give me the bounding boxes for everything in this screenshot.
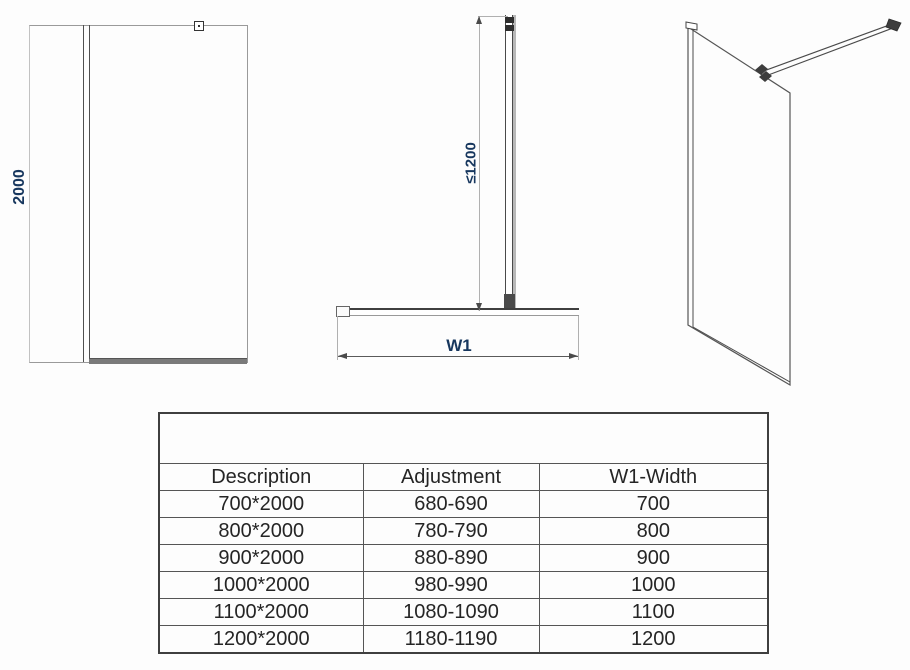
table-cell: 980-990 xyxy=(363,572,539,599)
w1-witness-line-right xyxy=(578,316,579,360)
support-bar-plan xyxy=(505,15,513,311)
support-bar-shade xyxy=(513,15,516,311)
table-row xyxy=(159,572,768,599)
w1-dimension-line xyxy=(338,356,578,357)
wall-bracket-block-upper xyxy=(505,17,514,23)
table-row xyxy=(159,518,768,545)
table-empty-row xyxy=(159,413,768,464)
wall-profile-end-cap xyxy=(336,306,350,317)
iso-profile-top-cap xyxy=(686,22,697,30)
front-view-panel-outline xyxy=(29,25,248,363)
spec-table-data-body xyxy=(159,491,768,654)
dimension-arrow-up-icon xyxy=(476,16,482,24)
iso-support-bar-bottom-line xyxy=(763,28,893,77)
front-view-bottom-seal xyxy=(89,358,247,364)
col-header-adjustment: Adjustment xyxy=(363,464,539,491)
bracket-screw-dot xyxy=(198,25,200,27)
table-cell: 1200*2000 xyxy=(159,626,363,654)
table-row xyxy=(159,626,768,654)
table-cell: 700*2000 xyxy=(159,491,363,518)
table-cell: 800 xyxy=(539,518,768,545)
col-header-w1-width: W1-Width xyxy=(539,464,768,491)
col-header-description: Description xyxy=(159,464,363,491)
dimension-arrow-right-icon xyxy=(569,353,578,359)
spec-table xyxy=(158,412,769,654)
table-row xyxy=(159,491,768,518)
isometric-view xyxy=(650,5,910,405)
width-dimension-label: W1 xyxy=(446,336,472,355)
table-cell: 1200 xyxy=(539,626,768,654)
table-cell: 680-690 xyxy=(363,491,539,518)
height-dimension-label: 2000 xyxy=(11,169,28,205)
table-cell: 1000*2000 xyxy=(159,572,363,599)
dimension-arrow-left-icon xyxy=(338,353,347,359)
table-cell: 700 xyxy=(539,491,768,518)
spec-table-body xyxy=(159,413,768,491)
table-cell: 1100 xyxy=(539,599,768,626)
front-view-wall-profile xyxy=(83,25,90,362)
table-cell: 1080-1090 xyxy=(363,599,539,626)
table-cell: 880-890 xyxy=(363,545,539,572)
table-header-row xyxy=(159,464,768,491)
dimension-arrow-down-icon xyxy=(476,303,482,311)
table-row xyxy=(159,599,768,626)
table-cell: 900 xyxy=(539,545,768,572)
glass-panel-plan xyxy=(337,308,579,316)
iso-glass-thickness-line xyxy=(693,327,790,382)
table-cell: 1100*2000 xyxy=(159,599,363,626)
iso-panel-outline xyxy=(688,27,790,385)
iso-bar-wall-end-cap xyxy=(886,19,901,31)
table-row xyxy=(159,545,768,572)
table-cell: 780-790 xyxy=(363,518,539,545)
iso-support-bar-top-line xyxy=(761,24,892,72)
bar-length-dimension-label: ≤1200 xyxy=(462,142,480,184)
table-empty-cell xyxy=(159,413,768,464)
table-cell: 1000 xyxy=(539,572,768,599)
wall-bracket-block-lower xyxy=(505,25,514,31)
table-cell: 800*2000 xyxy=(159,518,363,545)
table-cell: 900*2000 xyxy=(159,545,363,572)
bar-length-top-tick xyxy=(478,16,508,17)
table-cell: 1180-1190 xyxy=(363,626,539,654)
front-view-bracket-mount xyxy=(194,21,204,31)
